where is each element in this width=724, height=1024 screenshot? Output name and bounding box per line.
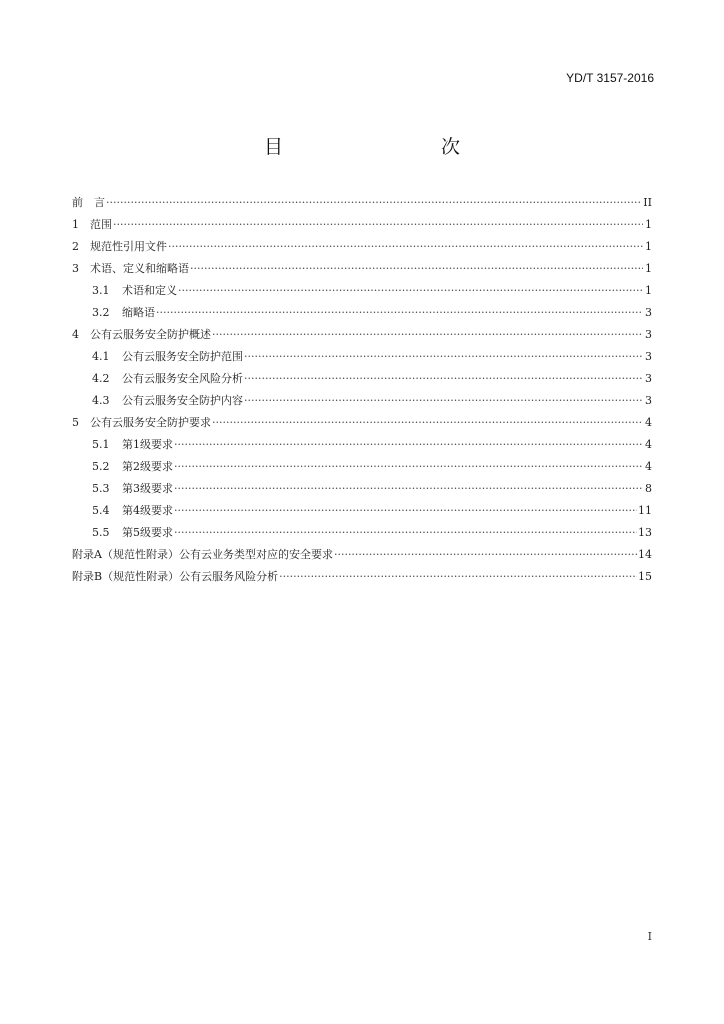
toc-entry[interactable] — [72, 478, 652, 500]
toc-entry[interactable] — [72, 324, 652, 346]
toc-entry-number: 4 — [72, 328, 79, 341]
toc-entry-number: 3.2 — [92, 306, 110, 319]
toc-entry-number: 4.3 — [92, 394, 110, 407]
toc-entry[interactable] — [72, 214, 652, 236]
toc-entry-label: 公有云服务安全防护内容 — [122, 394, 243, 407]
toc-entry-page: 1 — [645, 262, 652, 275]
toc-entry-label: 附录B（规范性附录）公有云服务风险分析 — [72, 570, 279, 583]
toc-entry-number: 4.2 — [92, 372, 110, 385]
toc-leader-dots — [174, 478, 643, 500]
toc-entry[interactable] — [72, 456, 652, 478]
toc-leader-dots — [279, 566, 637, 588]
toc-entry-page: 3 — [645, 394, 652, 407]
toc-entry[interactable] — [72, 258, 652, 280]
toc-entry[interactable] — [72, 346, 652, 368]
toc-entry-page: 3 — [645, 306, 652, 319]
toc-entry[interactable] — [72, 302, 652, 324]
toc-entry-number: 2 — [72, 240, 79, 253]
toc-entry-number: 5.2 — [92, 460, 110, 473]
toc-entry-label: 规范性引用文件 — [90, 240, 167, 253]
toc-entry-label: 公有云服务安全防护概述 — [90, 328, 211, 341]
toc-entry-page: 3 — [645, 328, 652, 341]
toc-entry-label: 公有云服务安全防护范围 — [122, 350, 243, 363]
toc-entry-label: 术语和定义 — [122, 284, 177, 297]
toc-entry-page: 1 — [645, 240, 652, 253]
toc-entry-page: 4 — [645, 416, 652, 429]
toc-leader-dots — [244, 368, 643, 390]
toc-leader-dots — [178, 280, 643, 302]
toc-entry-number: 5 — [72, 416, 79, 429]
toc-entry-number: 4.1 — [92, 350, 110, 363]
toc-entry-number: 5.4 — [92, 504, 110, 517]
toc-leader-dots — [174, 522, 637, 544]
toc-entry[interactable] — [72, 434, 652, 456]
toc-entry-number: 3 — [72, 262, 79, 275]
toc-leader-dots — [113, 214, 643, 236]
page-number: I — [647, 930, 652, 943]
toc-entry-page: 14 — [638, 548, 652, 561]
table-of-contents — [72, 192, 652, 588]
toc-leader-dots — [212, 412, 643, 434]
toc-entry[interactable] — [72, 500, 652, 522]
toc-entry[interactable] — [72, 566, 652, 588]
toc-entry[interactable] — [72, 368, 652, 390]
toc-leader-dots — [168, 236, 643, 258]
toc-entry-label: 术语、定义和缩略语 — [90, 262, 189, 275]
toc-entry-label: 缩略语 — [122, 306, 155, 319]
toc-entry-label: 第5级要求 — [122, 526, 173, 539]
page-title: 目 次 — [263, 136, 500, 158]
toc-entry-label: 第3级要求 — [122, 482, 173, 495]
toc-entry-page: 1 — [645, 218, 652, 231]
toc-entry-label: 范围 — [90, 218, 112, 231]
toc-entry[interactable] — [72, 236, 652, 258]
toc-entry-page: II — [643, 196, 652, 209]
toc-leader-dots — [190, 258, 643, 280]
toc-leader-dots — [106, 192, 642, 214]
toc-entry-number: 3.1 — [92, 284, 110, 297]
toc-leader-dots — [174, 456, 643, 478]
toc-leader-dots — [244, 346, 643, 368]
toc-entry-page: 1 — [645, 284, 652, 297]
toc-entry-label: 公有云服务安全防护要求 — [90, 416, 211, 429]
toc-entry[interactable] — [72, 390, 652, 412]
toc-entry-page: 3 — [645, 350, 652, 363]
toc-entry-number: 1 — [72, 218, 79, 231]
toc-entry-page: 8 — [645, 482, 652, 495]
toc-entry-page: 4 — [645, 460, 652, 473]
toc-entry-label: 第4级要求 — [122, 504, 173, 517]
toc-entry-page: 4 — [645, 438, 652, 451]
toc-leader-dots — [244, 390, 643, 412]
toc-entry-page: 13 — [638, 526, 652, 539]
toc-entry-label: 附录A（规范性附录）公有云业务类型对应的安全要求 — [72, 548, 333, 561]
toc-entry-number: 5.1 — [92, 438, 110, 451]
toc-entry[interactable] — [72, 412, 652, 434]
toc-leader-dots — [334, 544, 637, 566]
toc-entry-page: 15 — [638, 570, 652, 583]
toc-entry[interactable] — [72, 522, 652, 544]
toc-entry-page: 3 — [645, 372, 652, 385]
toc-leader-dots — [174, 500, 637, 522]
toc-entry-page: 11 — [638, 504, 652, 517]
toc-entry-number: 5.5 — [92, 526, 110, 539]
toc-entry-number: 5.3 — [92, 482, 110, 495]
toc-entry-label: 第2级要求 — [122, 460, 173, 473]
toc-entry-label: 第1级要求 — [122, 438, 173, 451]
toc-entry-label: 公有云服务安全风险分析 — [122, 372, 243, 385]
toc-entry-label: 前 言 — [72, 196, 105, 209]
toc-entry[interactable] — [72, 192, 652, 214]
toc-leader-dots — [212, 324, 643, 346]
toc-entry[interactable] — [72, 544, 652, 566]
document-id: YD/T 3157-2016 — [566, 71, 654, 85]
toc-leader-dots — [174, 434, 643, 456]
toc-leader-dots — [156, 302, 643, 324]
toc-entry[interactable] — [72, 280, 652, 302]
